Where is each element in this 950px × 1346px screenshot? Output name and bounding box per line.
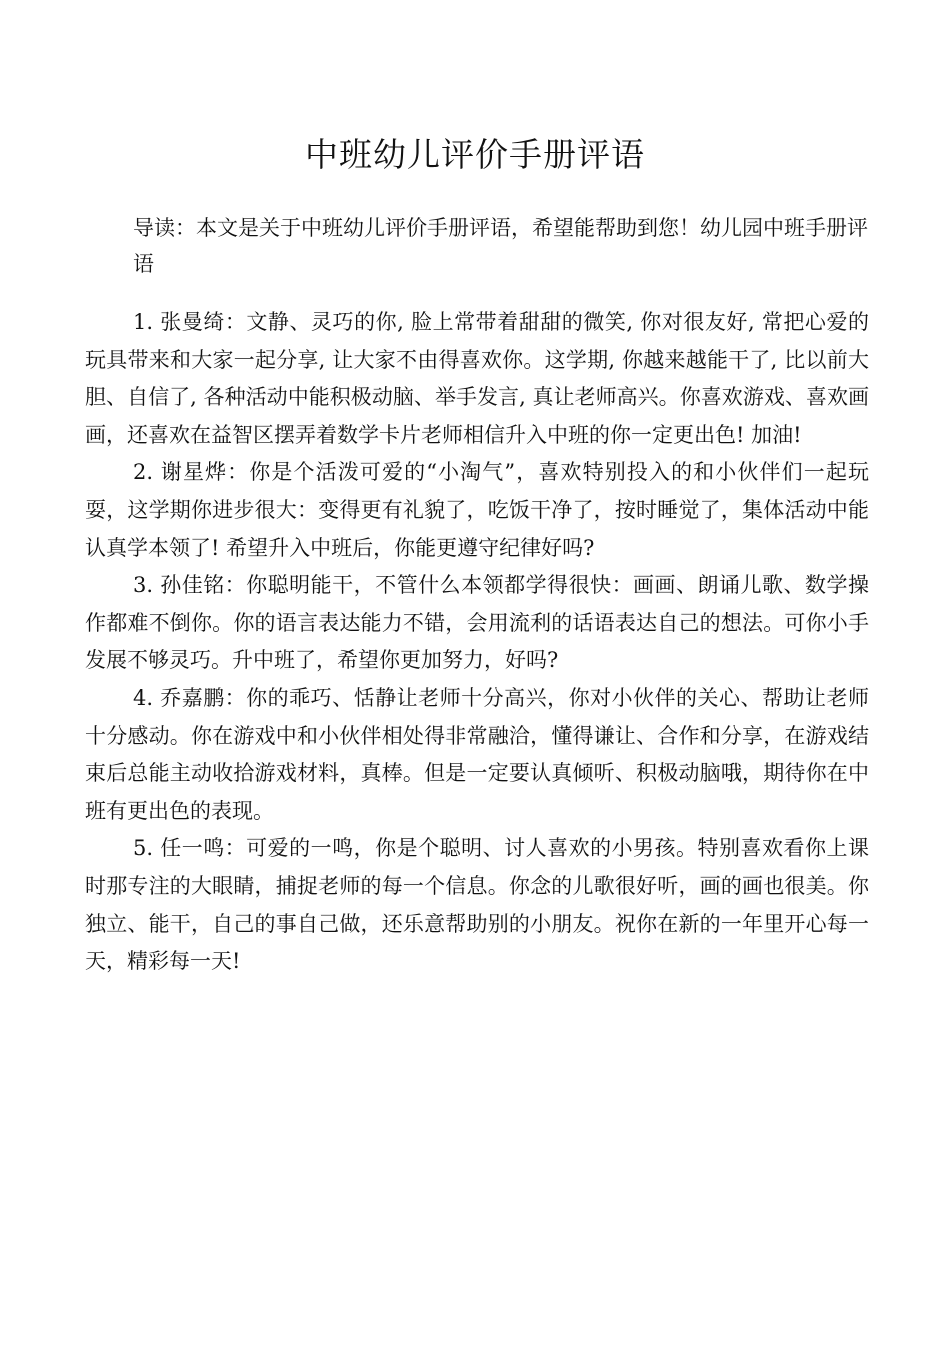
comment-paragraph-4: 4. 乔嘉鹏：你的乖巧、恬静让老师十分高兴，你对小伙伴的关心、帮助让老师十分感动。你在游戏中和小伙伴相处得非常融洽，懂得谦让、合作和分享，在游戏结束后总能主动收拾游戏材料，真棒。但是一定要认真倾听、积极动脑哦，期待你在中班有更出色的表现。 — [85, 685, 869, 823]
comment-paragraph-1: 1. 张曼绮：文静、灵巧的你, 脸上常带着甜甜的微笑, 你对很友好, 常把心爱的玩具带来和大家一起分享, 让大家不由得喜欢你。这学期, 你越来越能干了, 比以前大胆、自信了, 各种活动中能积极动脑、举手发言, 真让老师高兴。你喜欢游戏、喜欢画画，还喜欢在益智区摆弄着数学卡片老师相信升入中班的你一定更出色! 加油! — [85, 310, 869, 447]
document-title: 中班幼儿评价手册评语 — [305, 135, 645, 174]
comment-paragraph-5: 5. 任一鸣：可爱的一鸣，你是个聪明、讨人喜欢的小男孩。特别喜欢看你上课时那专注的大眼睛，捕捉老师的每一个信息。你念的儿歌很好听，画的画也很美。你独立、能干，自己的事自己做，还乐意帮助别的小朋友。祝你在新的一年里开心每一天，精彩每一天! — [85, 836, 869, 974]
comment-paragraph-3: 3. 孙佳铭：你聪明能干，不管什么本领都学得很快：画画、朗诵儿歌、数学操作都难不倒你。你的语言表达能力不错，会用流利的话语表达自己的想法。可你小手发展不够灵巧。升中班了，希望你更加努力，好吗? — [85, 573, 869, 673]
comment-paragraph-2: 2. 谢星烨：你是个活泼可爱的“小淘气”，喜欢特别投入的和小伙伴们一起玩耍，这学期你进步很大：变得更有礼貌了，吃饭干净了，按时睡觉了，集体活动中能认真学本领了! 希望升入中班后，你能更遵守纪律好吗? — [85, 460, 869, 560]
document-body — [85, 304, 869, 981]
intro-paragraph: 导读：本文是关于中班幼儿评价手册评语，希望能帮助到您！幼儿园中班手册评语 — [133, 216, 868, 276]
